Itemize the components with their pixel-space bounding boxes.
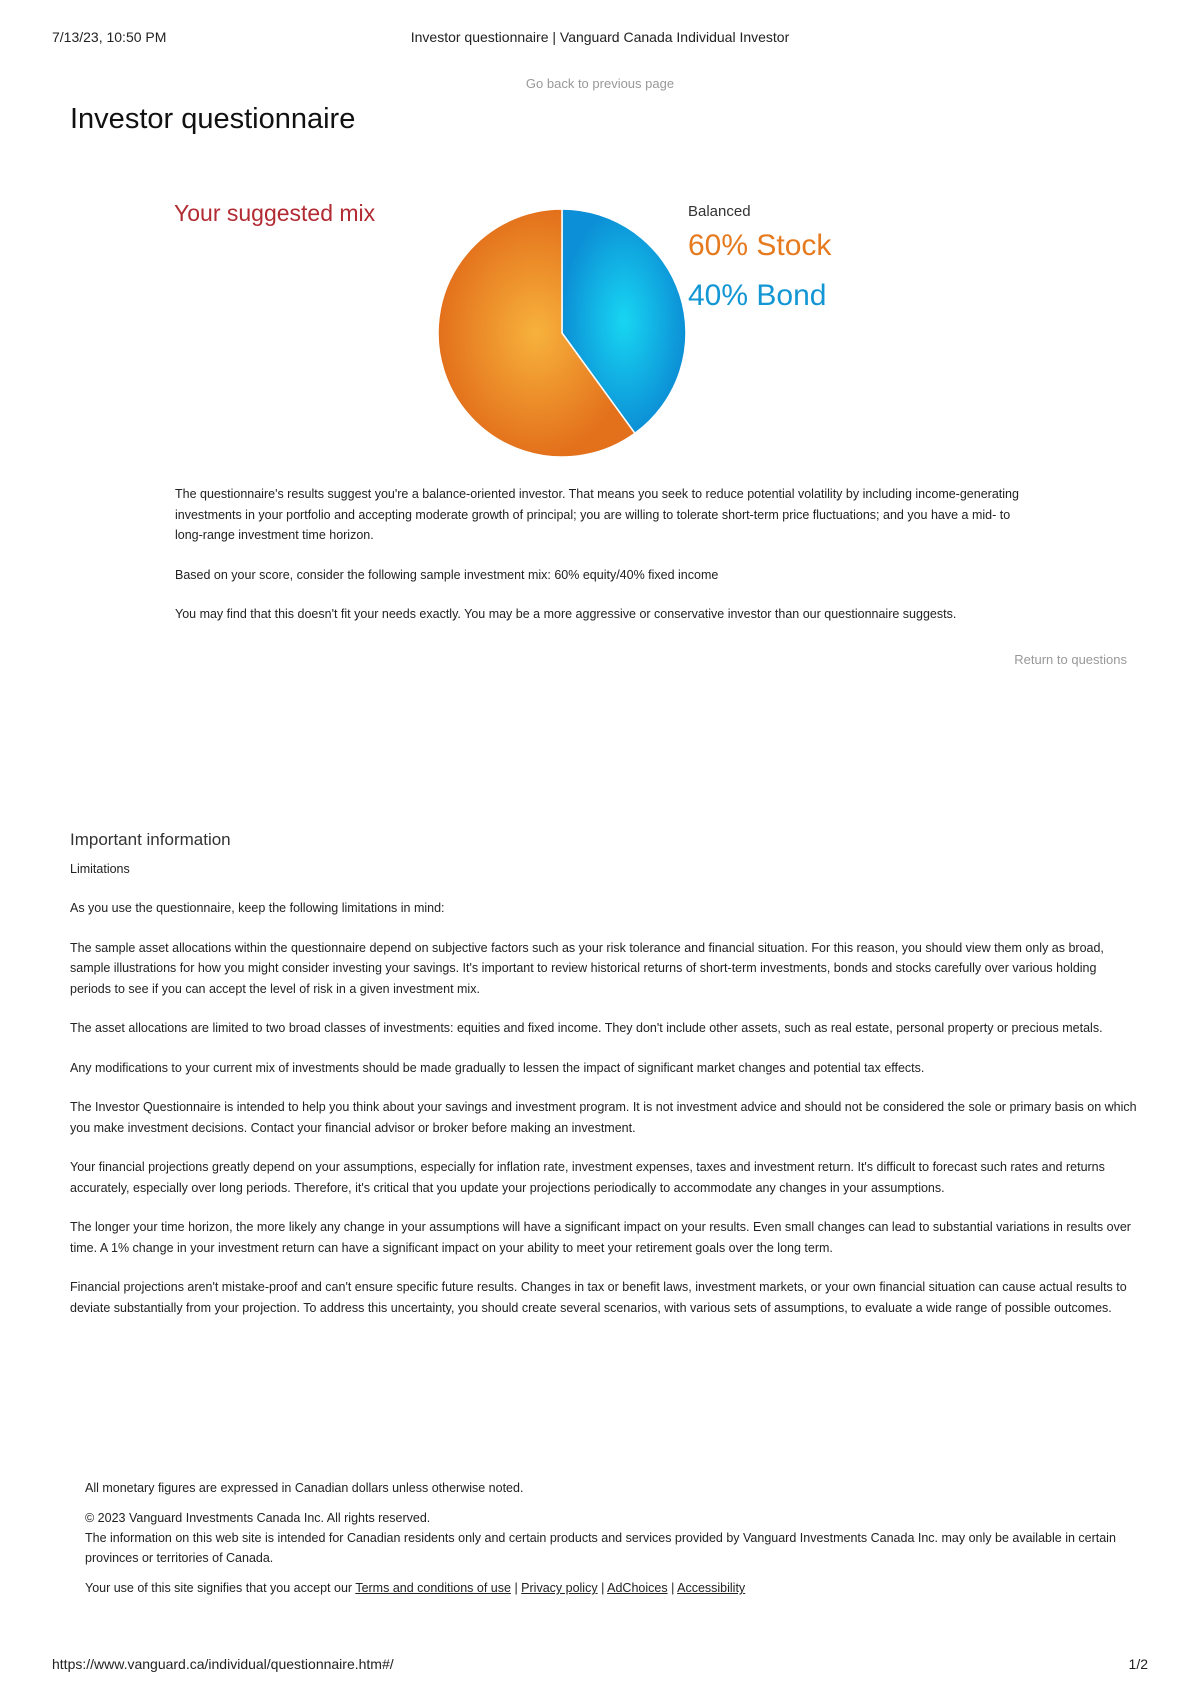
limitations-subheading: Limitations <box>70 861 130 876</box>
result-summary <box>175 484 1035 644</box>
info-paragraph: The sample asset allocations within the questionnaire depend on subjective factors such as your risk tolerance and financial situation. For this reason, you should view them only as broad, sample illustrations for how you might consider investing your savings. It's important to review historical returns of short-term investments, bonds and stocks carefully over various holding periods to see if you can accept the level of risk in a given investment mix. <box>70 940 1104 996</box>
accessibility-link[interactable]: Accessibility <box>677 1581 746 1595</box>
back-link[interactable]: Go back to previous page <box>525 76 675 91</box>
profile-label: Balanced <box>688 203 751 220</box>
summary-paragraph: The questionnaire's results suggest you're a balance-oriented investor. That means you seek to reduce potential volatility by including income-generating investments in your portfolio and accepting moderate growth of principal; you are willing to tolerate short-term price fluctuations; and you have a mid- to long-range investment time horizon. <box>175 487 1019 542</box>
link-separator: | <box>601 1581 605 1595</box>
page-url: https://www.vanguard.ca/individual/questionnaire.htm#/ <box>52 1656 394 1672</box>
info-paragraph: Your financial projections greatly depend on your assumptions, especially for inflation rate, investment expenses, taxes and investment return. It's difficult to forecast such rates and returns accurately, especially over long periods. Therefore, it's critical that you update your projections periodically to accommodate any changes in your assumptions. <box>70 1160 1105 1195</box>
bond-percentage: 40% Bond <box>688 279 827 312</box>
site-footer <box>85 1478 1140 1608</box>
link-separator: | <box>671 1581 675 1595</box>
summary-paragraph: Based on your score, consider the following sample investment mix: 60% equity/40% fixed income <box>175 567 719 582</box>
print-doc-title: Investor questionnaire | Vanguard Canada Individual Investor <box>410 29 790 45</box>
currency-note: All monetary figures are expressed in Canadian dollars unless otherwise noted. <box>85 1481 524 1495</box>
print-datetime: 7/13/23, 10:50 PM <box>52 29 167 45</box>
important-heading: Important information <box>70 830 231 849</box>
copyright: © 2023 Vanguard Investments Canada Inc. All rights reserved. <box>85 1511 431 1525</box>
info-paragraph: Any modifications to your current mix of investments should be made gradually to lessen the impact of significant market changes and potential tax effects. <box>70 1060 925 1075</box>
info-paragraph: The Investor Questionnaire is intended to help you think about your savings and investment program. It is not investment advice and should not be considered the sole or primary basis on which you make investment decisions. Contact your financial advisor or broker before making an investment. <box>70 1100 1137 1135</box>
disclaimer: The information on this web site is intended for Canadian residents only and certain products and services provided by Vanguard Investments Canada Inc. may only be available in certain provinces or territories of Canada. <box>85 1531 1116 1565</box>
privacy-policy-link[interactable]: Privacy policy <box>521 1581 598 1595</box>
print-header <box>0 29 1200 49</box>
summary-paragraph: You may find that this doesn't fit your needs exactly. You may be a more aggressive or conservative investor than our questionnaire suggests. <box>175 607 957 621</box>
info-paragraph: Financial projections aren't mistake-proof and can't ensure specific future results. Changes in tax or benefit laws, investment markets, or your own financial situation can cause actual results to deviate substantially from your projection. To address this uncertainty, you should create several scenarios, with various sets of assumptions, to evaluate a wide range of possible outcomes. <box>70 1280 1127 1315</box>
footer-links <box>85 1578 1140 1598</box>
terms-link[interactable]: Terms and conditions of use <box>355 1581 511 1595</box>
allocation-pie-chart <box>432 203 692 463</box>
page-title: Investor questionnaire <box>70 103 356 135</box>
return-to-questions-link[interactable]: Return to questions <box>1014 652 1127 667</box>
important-information <box>70 830 1140 1337</box>
info-paragraph: As you use the questionnaire, keep the following limitations in mind: <box>70 901 445 915</box>
suggested-mix-heading: Your suggested mix <box>174 200 376 226</box>
link-separator: | <box>514 1581 518 1595</box>
info-paragraph: The asset allocations are limited to two broad classes of investments: equities and fixed income. They don't include other assets, such as real estate, personal property or precious metals. <box>70 1021 1103 1035</box>
page-number: 1/2 <box>1128 1656 1148 1672</box>
accept-text: Your use of this site signifies that you accept our <box>85 1581 353 1595</box>
adchoices-link[interactable]: AdChoices <box>607 1581 668 1595</box>
stock-percentage: 60% Stock <box>688 229 832 262</box>
info-paragraph: The longer your time horizon, the more likely any change in your assumptions will have a significant impact on your results. Even small changes can lead to substantial variations in results over time. A 1% change in your investment return can have a significant impact on your ability to meet your retirement goals over the long term. <box>70 1220 1131 1255</box>
